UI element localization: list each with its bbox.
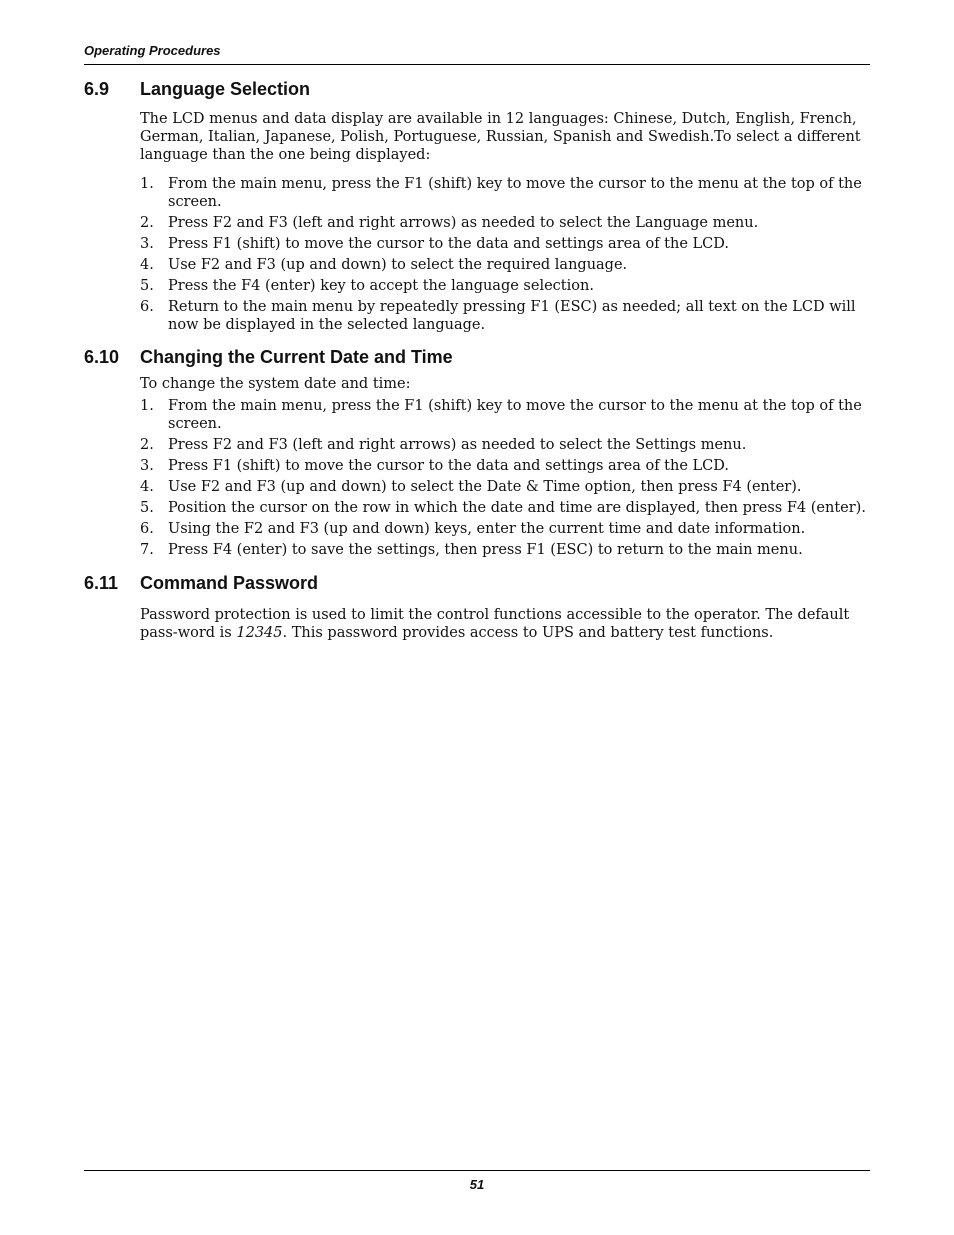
step-item <box>140 175 870 211</box>
step-number: 6. <box>140 299 154 315</box>
section-heading-command-password <box>84 573 318 594</box>
section-heading-date-time <box>84 347 453 368</box>
step-item <box>140 436 870 454</box>
step-text: From the main menu, press the F1 (shift) key to move the cursor to the menu at the top of the screen. <box>168 176 862 210</box>
page-number: 51 <box>469 1177 485 1192</box>
step-item <box>140 214 870 232</box>
step-number: 5. <box>140 500 154 516</box>
section-intro: The LCD menus and data display are available in 12 languages: Chinese, Dutch, English, French, German, Italian, Japanese, Polish, Portuguese, Russian, Spanish and Swedish.To select a different language than the one being displayed: <box>140 111 861 163</box>
step-item <box>140 457 870 475</box>
step-text: Press F1 (shift) to move the cursor to the data and settings area of the LCD. <box>168 458 729 474</box>
step-text: Use F2 and F3 (up and down) to select the Date & Time option, then press F4 (enter). <box>168 479 802 495</box>
step-item <box>140 277 870 295</box>
default-password: 12345 <box>236 625 283 641</box>
step-number: 4. <box>140 479 154 495</box>
step-item <box>140 298 870 334</box>
section-number: 6.9 <box>84 79 110 99</box>
section-title: Language Selection <box>140 79 311 99</box>
steps-list-date-time <box>140 397 870 562</box>
step-item <box>140 397 870 433</box>
step-item <box>140 235 870 253</box>
password-text-after: . This password provides access to UPS and battery test functions. <box>282 625 774 641</box>
section-intro: To change the system date and time: <box>140 376 411 392</box>
step-text: Using the F2 and F3 (up and down) keys, enter the current time and date information. <box>168 521 806 537</box>
step-text: Use F2 and F3 (up and down) to select the required language. <box>168 257 628 273</box>
step-item <box>140 499 870 517</box>
step-text: From the main menu, press the F1 (shift) key to move the cursor to the menu at the top of the screen. <box>168 398 862 432</box>
step-text: Return to the main menu by repeatedly pressing F1 (ESC) as needed; all text on the LCD will now be displayed in the selected language. <box>168 299 856 333</box>
password-paragraph <box>140 606 870 642</box>
step-number: 2. <box>140 437 154 453</box>
header-rule <box>84 64 870 65</box>
step-number: 4. <box>140 257 154 273</box>
step-text: Press F2 and F3 (left and right arrows) as needed to select the Language menu. <box>168 215 759 231</box>
step-number: 1. <box>140 398 154 414</box>
step-number: 6. <box>140 521 154 537</box>
step-text: Press the F4 (enter) key to accept the language selection. <box>168 278 594 294</box>
step-item <box>140 478 870 496</box>
step-number: 3. <box>140 236 154 252</box>
step-item <box>140 256 870 274</box>
section-heading-language-selection <box>84 79 310 100</box>
section-title: Command Password <box>140 573 319 593</box>
section-title: Changing the Current Date and Time <box>140 347 453 367</box>
step-text: Press F1 (shift) to move the cursor to the data and settings area of the LCD. <box>168 236 729 252</box>
section-number: 6.11 <box>84 573 119 593</box>
step-item <box>140 541 870 559</box>
step-item <box>140 520 870 538</box>
step-text: Press F4 (enter) to save the settings, then press F1 (ESC) to return to the main menu. <box>168 542 803 558</box>
footer-rule <box>84 1170 870 1171</box>
step-text: Position the cursor on the row in which the date and time are displayed, then press F4 (enter). <box>168 500 866 516</box>
step-text: Press F2 and F3 (left and right arrows) as needed to select the Settings menu. <box>168 437 747 453</box>
running-header: Operating Procedures <box>84 43 221 58</box>
step-number: 7. <box>140 542 154 558</box>
step-number: 3. <box>140 458 154 474</box>
section-number: 6.10 <box>84 347 120 367</box>
password-text-before: Password protection is used to limit the control functions accessible to the operator. The default pass-word is <box>140 607 850 641</box>
step-number: 5. <box>140 278 154 294</box>
steps-list-language <box>140 175 870 337</box>
step-number: 2. <box>140 215 154 231</box>
step-number: 1. <box>140 176 154 192</box>
